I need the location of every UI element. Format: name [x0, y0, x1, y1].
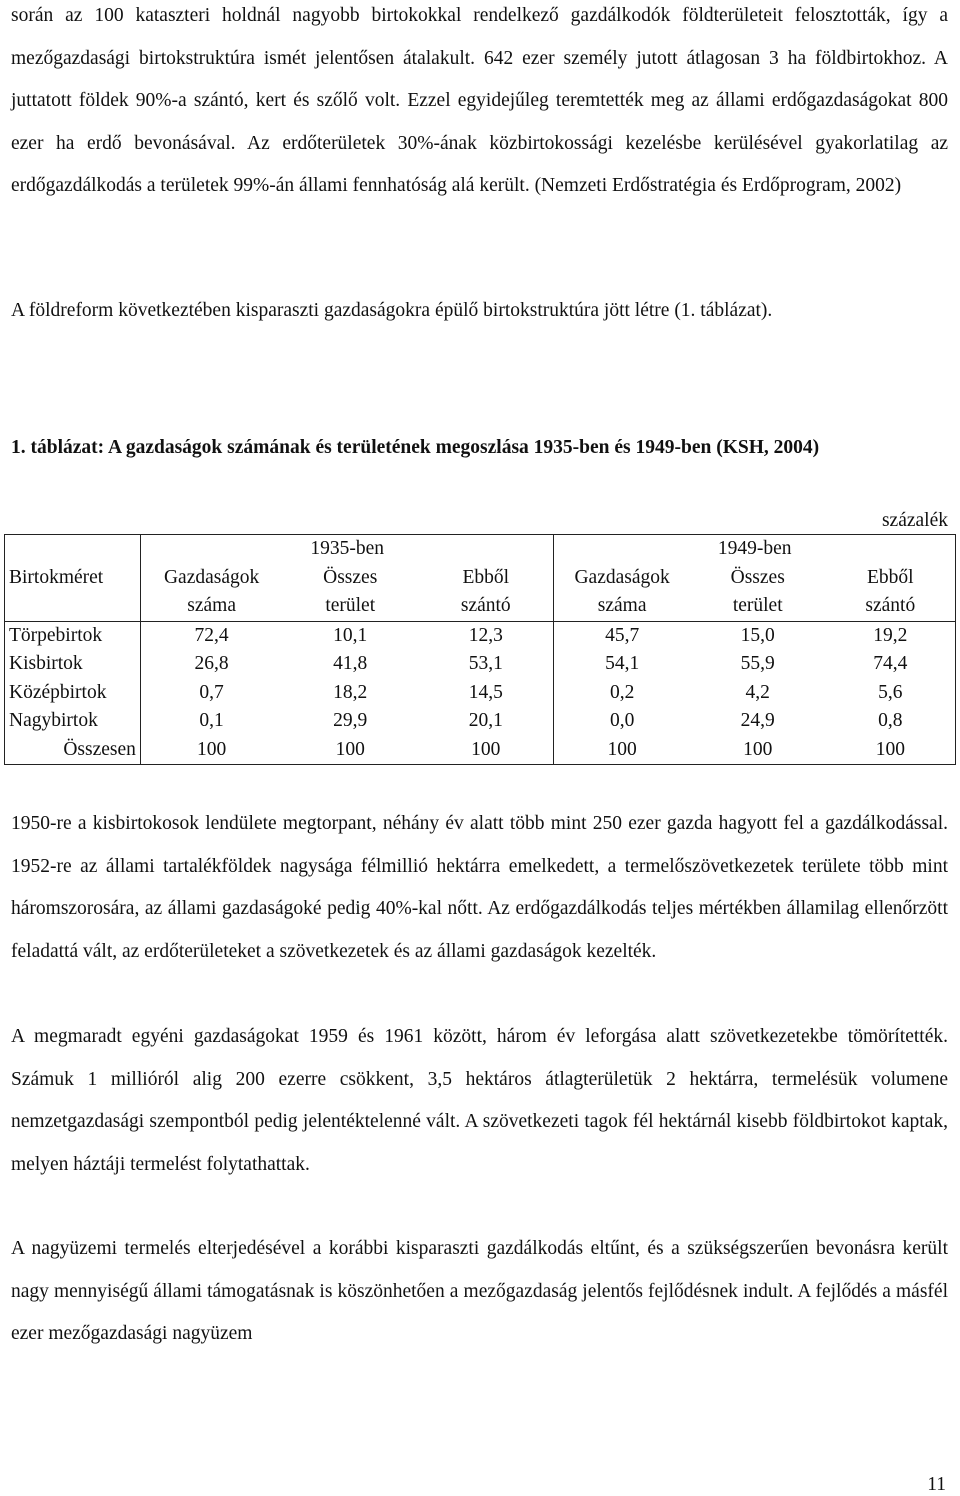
table-row — [5, 650, 956, 679]
table-cell: 74,4 — [826, 650, 956, 679]
table-cell: 100 — [140, 736, 282, 765]
table-cell: 0,7 — [140, 679, 282, 708]
table-cell: 24,9 — [740, 710, 775, 731]
col-header: Ebből — [462, 566, 510, 588]
table-cell: 4,2 — [745, 681, 770, 703]
year-1949-header: 1949-ben — [554, 535, 956, 564]
table-cell: 54,1 — [554, 650, 690, 679]
table-cell: 14,5 — [468, 681, 503, 703]
paragraph-birtokstruktura: A földreform következtében kisparaszti gazdaságokra épülő birtokstruktúra jött létre (1. táblázat). — [11, 300, 773, 321]
table-cell: 0,8 — [826, 707, 956, 736]
table-row — [5, 621, 956, 650]
table-cell: 20,1 — [468, 710, 503, 731]
paragraph-land-reform: során az 100 kataszteri holdnál nagyobb birtokokkal rendelkező gazdálkodók földterületeit felosztották, így a mezőgazdasági birtokstruktúra ismét jelentősen átalakult. 642 ezer személy jutott átlagosan 3 ha földbirtokhoz. A juttatott földek 90%-a szántó, kert és szőlő volt. Ezzel egyidejűleg teremtették meg az állami erdőgazdaságokat 800 ezer ha erdő bevonásával. Az erdőterületek 30%-ának közbirtokossági kezelésbe kerülésével gyakorlatilag az erdőgazdálkodás a területek 99%-án állami fennhatóság alá került. (Nemzeti Erdőstratégia és Erdőprogram, 2002) — [11, 5, 948, 196]
table-row-total — [5, 736, 956, 765]
empty-cell — [5, 592, 141, 621]
year-1935-header: 1935-ben — [140, 535, 554, 564]
col-header: Gazdaságok — [140, 564, 282, 593]
row-header-birtokmeret: Birtokméret — [5, 564, 141, 593]
table-header-row-2 — [5, 592, 956, 621]
col-header: terület — [282, 592, 418, 621]
row-label: Kisbirtok — [5, 650, 141, 679]
table-cell: 100 — [554, 736, 690, 765]
col-header: szántó — [418, 592, 554, 621]
row-label: Középbirtok — [5, 679, 141, 708]
col-header: terület — [690, 592, 826, 621]
table-cell: 100 — [826, 736, 956, 765]
table-header-row-1 — [5, 564, 956, 593]
col-header: Gazdaságok — [554, 564, 690, 593]
table-year-row — [5, 535, 956, 564]
table-unit: százalék — [881, 510, 948, 531]
table-cell: 5,6 — [826, 679, 956, 708]
farm-distribution-table — [4, 534, 956, 765]
col-header: száma — [554, 592, 690, 621]
col-header: Ebből — [826, 564, 956, 593]
table-cell: 0,2 — [554, 679, 690, 708]
row-label: Összesen — [5, 736, 141, 765]
table-cell: 100 — [418, 736, 554, 765]
paragraph-1950: 1950-re a kisbirtokosok lendülete megtorpant, néhány év alatt több mint 250 ezer gazda hagyott fel a gazdálkodással. 1952-re az állami tartalékföldek nagysága félmillió hektárra emelkedett, a termelőszövetkezetek területe több mint háromszorosára, az állami gazdaságoké pedig 40%-kal nőtt. Az erdőgazdálkodás teljes mértékben államilag ellenőrzött feladattá vált, az erdőterületeket a szövetkezetek és az állami gazdaságok kezelték. — [11, 813, 948, 962]
table-caption: 1. táblázat: A gazdaságok számának és területének megoszlása 1935-ben és 1949-ben (KSH, 2004) — [11, 437, 820, 458]
col-header: Összes — [323, 566, 378, 588]
col-header: száma — [140, 592, 282, 621]
row-label: Nagybirtok — [5, 707, 141, 736]
table-cell: 0,1 — [140, 707, 282, 736]
table-cell: 100 — [282, 736, 418, 765]
table-row — [5, 679, 956, 708]
table-cell: 15,0 — [740, 624, 775, 646]
col-header: szántó — [826, 592, 956, 621]
table-cell: 12,3 — [468, 624, 503, 646]
table-cell: 19,2 — [826, 621, 956, 650]
page-number: 11 — [927, 1474, 946, 1495]
table-cell: 41,8 — [333, 653, 368, 674]
empty-cell — [5, 535, 141, 564]
col-header: Összes — [730, 566, 785, 588]
table-cell: 26,8 — [140, 650, 282, 679]
paragraph-1959: A megmaradt egyéni gazdaságokat 1959 és 1961 között, három év leforgása alatt szövetkezetekbe tömörítették. Számuk 1 millióról alig 200 ezerre csökkent, 3,5 hektáros átlagterületük 2 hektárra, termelésük volumene nemzetgazdasági szempontból pedig jelentéktelenné vált. A szövetkezeti tagok fél hektárnál kisebb földbirtokot kaptak, melyen háztáji termelést folytathattak. — [11, 1026, 948, 1175]
table-cell: 0,0 — [554, 707, 690, 736]
table-cell: 55,9 — [740, 653, 775, 674]
table-row — [5, 707, 956, 736]
table-cell: 29,9 — [333, 710, 368, 731]
table-cell: 45,7 — [554, 621, 690, 650]
table-cell: 72,4 — [140, 621, 282, 650]
row-label: Törpebirtok — [5, 621, 141, 650]
table-cell: 100 — [690, 736, 826, 765]
table-cell: 10,1 — [333, 624, 368, 646]
table-cell: 18,2 — [333, 681, 368, 703]
table-cell: 53,1 — [468, 653, 503, 674]
paragraph-nagyuzemi: A nagyüzemi termelés elterjedésével a korábbi kisparaszti gazdálkodás eltűnt, és a szükségszerűen bevonásra került nagy mennyiségű állami támogatásnak is köszönhetően a mezőgazdaság jelentős fejlődésnek indult. A fejlődés a másfél ezer mezőgazdasági nagyüzem — [11, 1238, 948, 1344]
